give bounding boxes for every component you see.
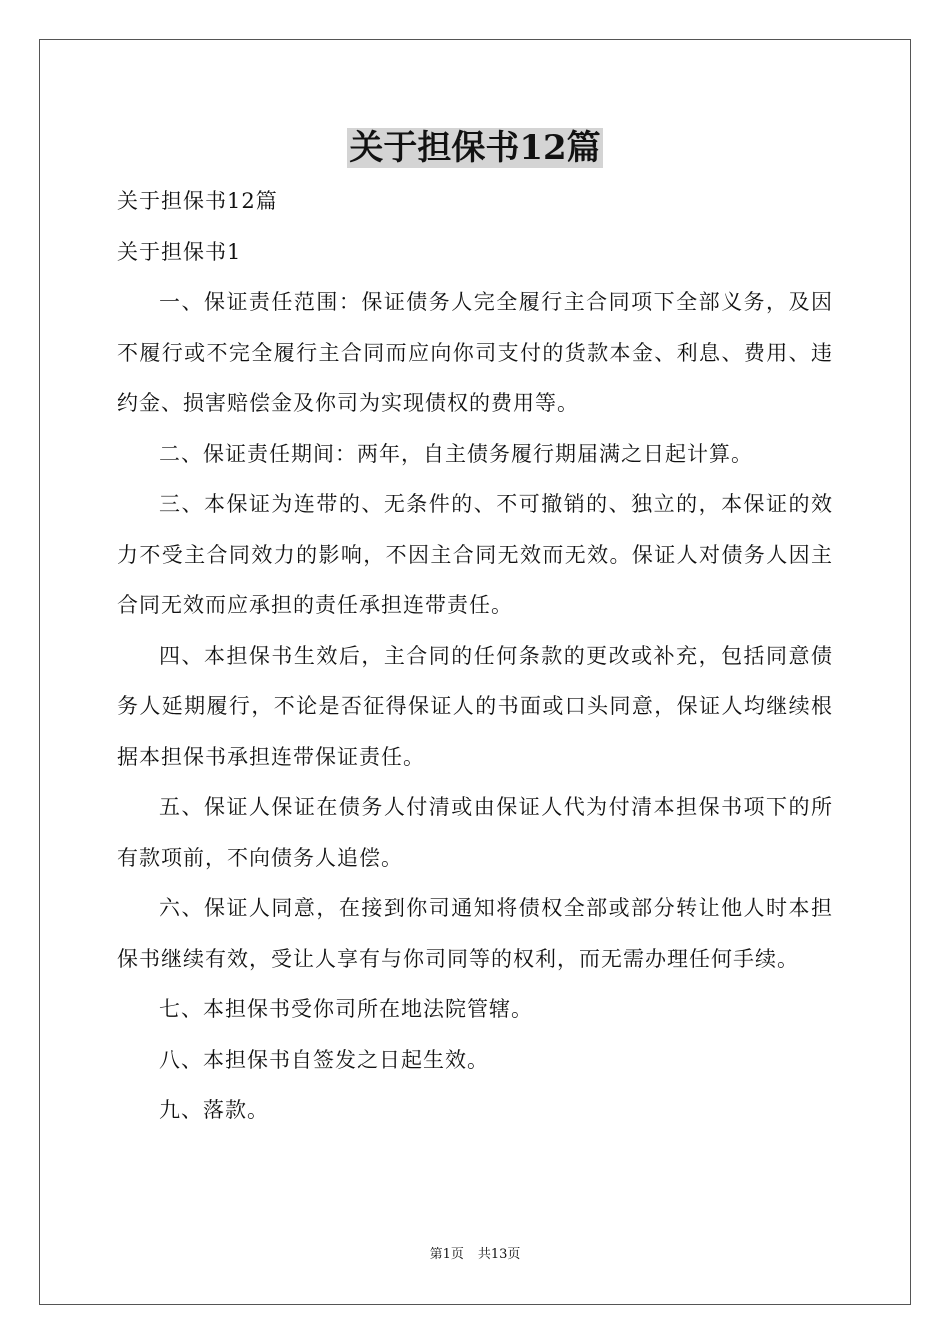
paragraph-3: 三、本保证为连带的、无条件的、不可撤销的、独立的，本保证的效力不受主合同效力的影响，不因主合同无效而无效。保证人对债务人因主合同无效而应承担的责任承担连带责任。 (117, 492, 833, 617)
paragraph-9: 九、落款。 (159, 1098, 269, 1122)
document-body (117, 176, 833, 1136)
page-footer (0, 1245, 950, 1265)
document-title-text: 关于担保书12篇 (349, 128, 601, 168)
document-subtitle: 关于担保书12篇 (117, 189, 278, 213)
page-number: 第1页 (429, 1247, 464, 1262)
paragraph-5: 五、保证人保证在债务人付清或由保证人代为付清本担保书项下的所有款项前，不向债务人追偿。 (117, 795, 833, 870)
paragraph-7: 七、本担保书受你司所在地法院管辖。 (159, 997, 533, 1021)
paragraph-6: 六、保证人同意，在接到你司通知将债权全部或部分转让他人时本担保书继续有效，受让人享有与你司同等的权利，而无需办理任何手续。 (117, 896, 833, 971)
paragraph-1: 一、保证责任范围：保证债务人完全履行主合同项下全部义务，及因不履行或不完全履行主合同而应向你司支付的货款本金、利息、费用、违约金、损害赔偿金及你司为实现债权的费用等。 (117, 290, 833, 415)
paragraph-2: 二、保证责任期间：两年，自主债务履行期届满之日起计算。 (159, 441, 753, 466)
section-heading: 关于担保书1 (117, 239, 242, 264)
document-title (0, 124, 950, 172)
paragraph-8: 八、本担保书自签发之日起生效。 (159, 1047, 489, 1072)
page-total: 共13页 (477, 1247, 521, 1262)
paragraph-4: 四、本担保书生效后，主合同的任何条款的更改或补充，包括同意债务人延期履行，不论是否征得保证人的书面或口头同意，保证人均继续根据本担保书承担连带保证责任。 (117, 643, 833, 769)
